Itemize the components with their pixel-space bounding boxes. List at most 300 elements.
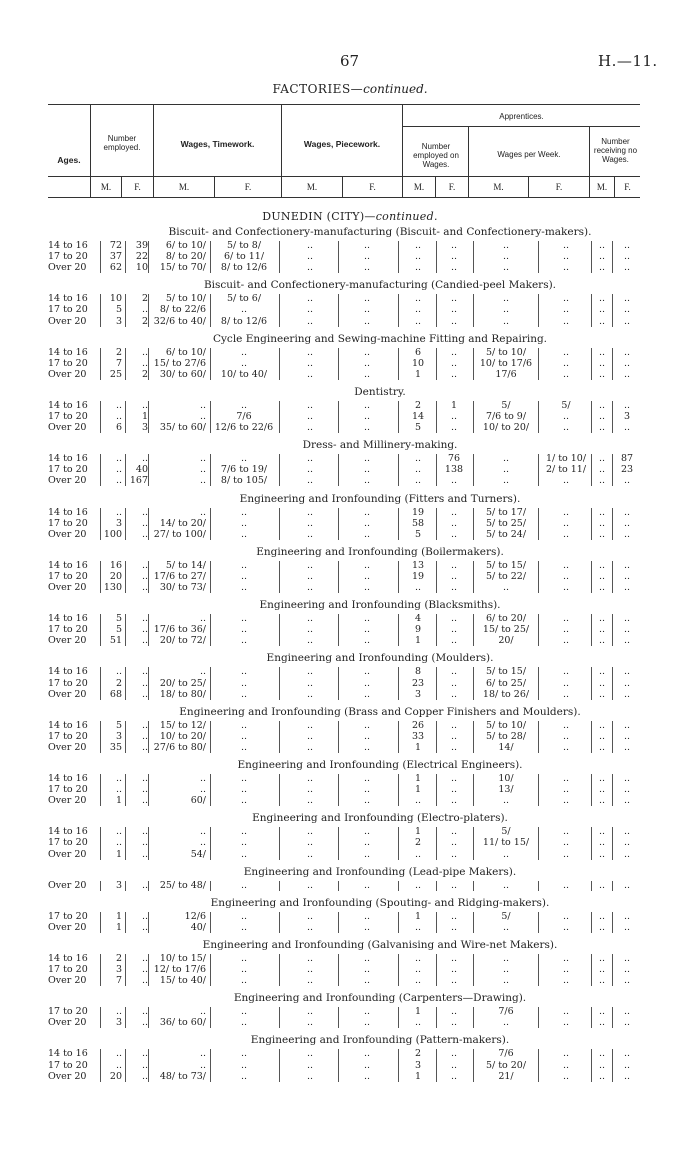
column-rule [210,1049,211,1081]
cell-piecework-f: .. [363,368,371,380]
cell-apprentices-f: .. [450,315,458,327]
cell-timework-f: .. [240,666,248,678]
cell-no-wages-f: .. [623,399,631,411]
cell-piecework-f: .. [363,741,371,753]
cell-piecework-m: .. [306,422,314,434]
column-rule [436,348,437,380]
cell-number-f: .. [141,910,148,922]
cell-piecework-m: .. [306,1048,314,1060]
cell-timework-f: .. [240,1059,248,1071]
column-rule [473,348,474,380]
column-rule [612,401,613,433]
column-rule [538,667,539,699]
cell-apprentice-wages-m: 15/ to 25/ [482,624,530,636]
category-heading: Engineering and Ironfounding (Blacksmiths). [259,599,501,612]
cell-no-wages-m: .. [598,315,606,327]
cell-age: 17 to 20 [48,411,88,422]
cell-apprentice-wages-m: 10/ to 20/ [482,422,530,434]
cell-timework-m: 14/ to 20/ [159,517,206,529]
cell-number-m: 1 [115,795,122,807]
cell-number-m: .. [115,475,122,487]
cell-number-m: 3 [115,1017,122,1029]
cell-no-wages-m: .. [598,262,606,274]
cell-number-m: 35 [109,741,122,753]
cell-apprentice-wages-m: 5/ to 10/ [485,346,527,358]
column-rule [612,954,613,986]
cell-no-wages-f: .. [623,635,631,647]
cell-timework-m: 32/6 to 40/ [153,315,206,327]
column-rule [436,294,437,326]
cell-apprentices-f: .. [450,975,458,987]
cell-number-f: .. [141,624,148,636]
cell-no-wages-f: .. [623,879,631,891]
column-rule [473,774,474,806]
header-wages-per-week: Wages per Week. [497,150,561,159]
cell-number-m: 7 [115,975,122,987]
column-rule [100,454,101,486]
cell-apprentices-m: 1 [414,1070,422,1082]
cell-age: 17 to 20 [48,837,88,849]
column-rule [279,614,280,646]
cell-no-wages-m: .. [598,1006,606,1018]
cell-piecework-m: .. [306,582,314,593]
cell-no-wages-f: .. [623,688,631,700]
column-rule [436,912,437,933]
cell-age: 17 to 20 [48,304,88,316]
cell-apprentice-wages-m: .. [502,795,510,807]
cell-timework-m: .. [199,453,206,465]
column-rule [338,348,339,380]
cell-apprentices-f: .. [450,624,458,636]
table-row [0,529,700,540]
column-rule [148,827,149,859]
cell-number-f: 40 [135,464,148,476]
cell-apprentice-wages-f: .. [562,848,570,860]
cell-apprentices-f: .. [450,262,458,274]
cell-number-f: .. [141,1070,148,1082]
cell-apprentice-wages-f: .. [562,240,570,251]
cell-timework-m: 6/ to 10/ [165,346,206,358]
column-rule [279,454,280,486]
column-rule [338,454,339,486]
column-rule [125,614,126,646]
cell-number-f: .. [141,952,148,964]
cell-number-m: 5 [115,624,122,636]
column-rule [338,1007,339,1028]
cell-timework-m: 15/ to 40/ [159,975,206,987]
cell-piecework-m: .. [306,399,314,411]
cell-apprentices-f: .. [450,741,458,753]
cell-timework-f: .. [240,795,248,807]
cell-piecework-f: .. [363,635,371,647]
column-rule [210,508,211,540]
cell-number-m: 62 [109,262,122,274]
cell-apprentice-wages-m: 5/ [501,910,511,922]
column-rule [148,774,149,806]
column-rule [125,721,126,753]
cell-piecework-f: .. [363,613,371,625]
cell-number-f: .. [141,975,148,987]
cell-apprentice-wages-m: .. [502,582,510,593]
column-rule [591,348,592,380]
cell-no-wages-f: .. [623,475,631,487]
cell-piecework-f: .. [363,464,371,476]
cell-apprentices-f: 138 [444,464,464,476]
cell-timework-m: 60/ [190,795,206,807]
cell-no-wages-m: .. [598,475,606,487]
header-m: M. [306,182,318,192]
cell-apprentices-f: .. [450,784,458,796]
cell-no-wages-m: .. [598,399,606,411]
column-rule [210,561,211,593]
page-number: 67 [340,52,360,70]
cell-apprentice-wages-f: .. [562,1070,570,1082]
cell-timework-m: .. [199,837,206,849]
category-heading: Engineering and Ironfounding (Moulders). [266,652,494,665]
column-rule [591,1007,592,1028]
cell-no-wages-m: .. [598,464,606,476]
cell-piecework-m: .. [306,688,314,700]
column-rule [279,667,280,699]
cell-apprentice-wages-m: .. [502,952,510,964]
cell-timework-f: .. [240,910,248,922]
category-heading: Biscuit- and Confectionery-manufacturing (Candied-peel Makers). [203,279,557,292]
cell-timework-m: 15/ to 70/ [159,262,206,274]
column-rule [538,721,539,753]
cell-apprentice-wages-m: 5/ to 17/ [485,506,527,518]
column-rule [210,827,211,859]
column-rule [338,1049,339,1081]
column-rule [436,881,437,891]
cell-number-f: 1 [141,411,148,422]
cell-piecework-f: .. [363,528,371,540]
cell-number-f: .. [141,582,148,593]
cell-timework-f: .. [240,1070,248,1082]
cell-apprentice-wages-m: 14/ [498,741,514,753]
cell-number-m: 37 [109,251,122,263]
cell-timework-f: .. [240,848,248,860]
column-rule [591,721,592,753]
cell-piecework-m: .. [306,453,314,465]
cell-apprentices-f: .. [450,368,458,380]
column-rule [125,454,126,486]
column-rule [612,721,613,753]
table-row [0,795,700,806]
column-rule [279,241,280,273]
cell-number-m: .. [115,1006,122,1018]
header-wages-timework: Wages, Timework. [180,139,255,149]
cell-age: 17 to 20 [48,517,88,529]
cell-piecework-m: .. [306,464,314,476]
cell-timework-m: 8/ to 20/ [165,251,206,263]
column-rule [125,912,126,933]
cell-apprentices-m: 19 [411,570,425,582]
column-rule [591,508,592,540]
cell-number-m: 25 [109,368,122,380]
column-rule [210,667,211,699]
table-row [0,464,700,475]
column-rule [398,294,399,326]
cell-apprentices-m: .. [414,475,422,487]
cell-age: 17 to 20 [48,964,88,975]
table-row [0,475,700,486]
table-row [0,251,700,262]
cell-piecework-f: .. [363,910,371,922]
cell-apprentice-wages-m: 5/ to 15/ [485,666,527,678]
column-rule [100,667,101,699]
cell-apprentices-m: 1 [414,910,422,922]
cell-piecework-m: .. [306,826,314,838]
title-main: FACTORIES— [272,82,364,96]
cell-no-wages-f: .. [623,837,631,849]
column-rule [100,561,101,593]
cell-age: 17 to 20 [48,1006,88,1018]
cell-apprentice-wages-f: .. [562,921,570,933]
cell-apprentice-wages-f: .. [562,528,570,540]
cell-age: Over 20 [48,368,87,380]
cell-no-wages-m: .. [598,1070,606,1082]
cell-apprentices-m: 13 [411,559,425,571]
column-rule [338,401,339,433]
table-row [0,304,700,315]
cell-apprentices-f: .. [450,879,458,891]
cell-timework-f: .. [240,304,248,316]
cell-timework-m: 6/ to 10/ [165,240,206,251]
cell-number-f: .. [141,1006,148,1018]
cell-age: 14 to 16 [48,293,88,305]
column-rule [148,614,149,646]
column-rule [398,912,399,933]
cell-number-f: .. [141,795,148,807]
cell-number-m: .. [115,411,122,422]
cell-age: 14 to 16 [48,240,88,251]
cell-piecework-m: .. [306,528,314,540]
cell-timework-m: 40/ [190,921,206,933]
cell-apprentices-m: 1 [414,826,422,838]
cell-apprentices-f: .. [450,559,458,571]
cell-timework-m: 12/6 [184,910,206,922]
cell-no-wages-m: .. [598,559,606,571]
column-rule [612,1049,613,1081]
cell-piecework-m: .. [306,240,314,251]
cell-apprentice-wages-m: .. [502,848,510,860]
cell-number-f: .. [141,879,148,891]
cell-apprentices-m: 5 [414,528,422,540]
cell-no-wages-m: .. [598,975,606,987]
column-rule [148,1007,149,1028]
cell-apprentice-wages-m: 13/ [498,784,514,796]
cell-age: Over 20 [48,528,87,540]
cell-no-wages-f: .. [623,741,631,753]
cell-timework-m: 10/ to 15/ [159,952,206,964]
cell-timework-f: .. [240,1017,248,1029]
table-row [0,422,700,433]
cell-timework-f: .. [240,357,248,369]
cell-age: 17 to 20 [48,730,88,742]
column-rule [538,401,539,433]
cell-no-wages-f: .. [623,964,631,975]
column-rule [210,774,211,806]
cell-no-wages-m: .. [598,368,606,380]
column-rule [436,1049,437,1081]
column-rule [279,912,280,933]
column-rule [398,241,399,273]
cell-piecework-m: .. [306,921,314,933]
cell-no-wages-m: .. [598,635,606,647]
cell-no-wages-m: .. [598,240,606,251]
cell-piecework-m: .. [306,1070,314,1082]
cell-age: 17 to 20 [48,570,88,582]
cell-number-f: .. [141,304,148,316]
cell-age: Over 20 [48,741,87,753]
cell-no-wages-m: .. [598,570,606,582]
cell-piecework-m: .. [306,719,314,731]
column-rule [100,721,101,753]
cell-number-f: .. [141,784,148,796]
column-rule [279,721,280,753]
column-rule [436,241,437,273]
cell-number-f: .. [141,773,148,784]
cell-number-m: 51 [109,635,122,647]
cell-apprentices-m: 4 [414,613,422,625]
column-rule [148,561,149,593]
column-rule [398,881,399,891]
cell-apprentice-wages-f: .. [562,1048,570,1060]
cell-piecework-f: .. [363,952,371,964]
category-heading: Dress- and Millinery-making. [302,439,458,452]
column-rule [538,912,539,933]
column-rule [538,1049,539,1081]
cell-piecework-f: .. [363,666,371,678]
cell-age: 17 to 20 [48,624,88,636]
cell-apprentice-wages-m: .. [502,975,510,987]
column-rule [436,508,437,540]
column-rule [279,401,280,433]
cell-apprentice-wages-m: 5/ to 10/ [485,719,527,731]
cell-number-f: .. [141,517,148,529]
column-rule [473,614,474,646]
cell-apprentices-m: 9 [414,624,422,636]
cell-timework-f: .. [240,346,248,358]
table-row [0,1017,700,1028]
cell-timework-f: .. [240,964,248,975]
column-rule [100,827,101,859]
column-rule [398,774,399,806]
cell-piecework-f: .. [363,240,371,251]
column-rule [538,774,539,806]
column-rule [591,561,592,593]
column-rule [279,774,280,806]
header-wages-piecework: Wages, Piecework. [303,139,381,149]
cell-piecework-m: .. [306,730,314,742]
column-rule [612,454,613,486]
cell-apprentice-wages-m: .. [502,304,510,316]
cell-apprentice-wages-m: .. [502,293,510,305]
title-continued: continued. [363,82,428,96]
cell-timework-m: 36/ to 60/ [159,1017,206,1029]
cell-age: 14 to 16 [48,346,88,358]
cell-apprentices-m: 2 [414,837,422,849]
cell-apprentices-m: .. [414,582,422,593]
cell-timework-m: 15/ to 12/ [159,719,206,731]
cell-apprentices-f: .. [450,582,458,593]
column-rule [538,1007,539,1028]
cell-number-m: .. [115,399,122,411]
column-rule [591,614,592,646]
cell-timework-f: 12/6 to 22/6 [214,422,274,434]
table-row [0,964,700,975]
table-row [0,1048,700,1059]
city-name: DUNEDIN (CITY)— [262,210,376,223]
cell-age: Over 20 [48,315,87,327]
cell-piecework-f: .. [363,1059,371,1071]
cell-age: 14 to 16 [48,453,88,465]
column-rule [100,294,101,326]
cell-age: Over 20 [48,1017,87,1029]
column-rule [100,954,101,986]
cell-piecework-m: .. [306,506,314,518]
cell-timework-f: 8/ to 105/ [220,475,268,487]
header-number-employed: Number employed. [103,134,141,152]
cell-no-wages-f: .. [623,719,631,731]
cell-piecework-f: .. [363,1048,371,1060]
column-rule [612,241,613,273]
cell-apprentices-m: .. [414,262,422,274]
cell-number-m: 2 [115,346,122,358]
cell-apprentices-f: .. [450,304,458,316]
cell-piecework-m: .. [306,475,314,487]
table-row [0,678,700,689]
cell-no-wages-m: .. [598,773,606,784]
cell-number-m: 20 [109,570,122,582]
header-receiving-no-wages: Number receiving no Wages. [593,137,638,164]
column-rule [210,294,211,326]
column-rule [210,614,211,646]
cell-apprentice-wages-m: 5/ to 15/ [485,559,527,571]
category-heading: Engineering and Ironfounding (Carpenters—Drawing). [233,992,527,1005]
column-rule [125,1049,126,1081]
column-rule [338,827,339,859]
cell-no-wages-m: .. [598,666,606,678]
column-rule [125,241,126,273]
cell-no-wages-f: .. [623,848,631,860]
cell-apprentices-f: .. [450,952,458,964]
cell-age: Over 20 [48,879,87,891]
cell-piecework-m: .. [306,304,314,316]
cell-piecework-f: .. [363,1006,371,1018]
column-rule [473,881,474,891]
table-row [0,911,700,922]
column-rule [398,401,399,433]
cell-apprentices-f: 1 [450,399,458,411]
cell-apprentice-wages-f: 2/ to 11/ [545,464,587,476]
cell-apprentice-wages-f: .. [562,952,570,964]
cell-no-wages-m: .. [598,837,606,849]
header-f: F. [555,182,563,192]
table-header [48,104,640,198]
cell-age: Over 20 [48,848,87,860]
column-rule [210,1007,211,1028]
category-heading: Engineering and Ironfounding (Pattern-makers). [250,1034,510,1047]
cell-piecework-f: .. [363,315,371,327]
header-f: F. [134,182,141,192]
column-rule [591,454,592,486]
cell-timework-m: .. [199,1048,206,1060]
column-rule [338,667,339,699]
cell-number-m: .. [115,506,122,518]
cell-apprentices-f: .. [450,346,458,358]
cell-piecework-f: .. [363,293,371,305]
